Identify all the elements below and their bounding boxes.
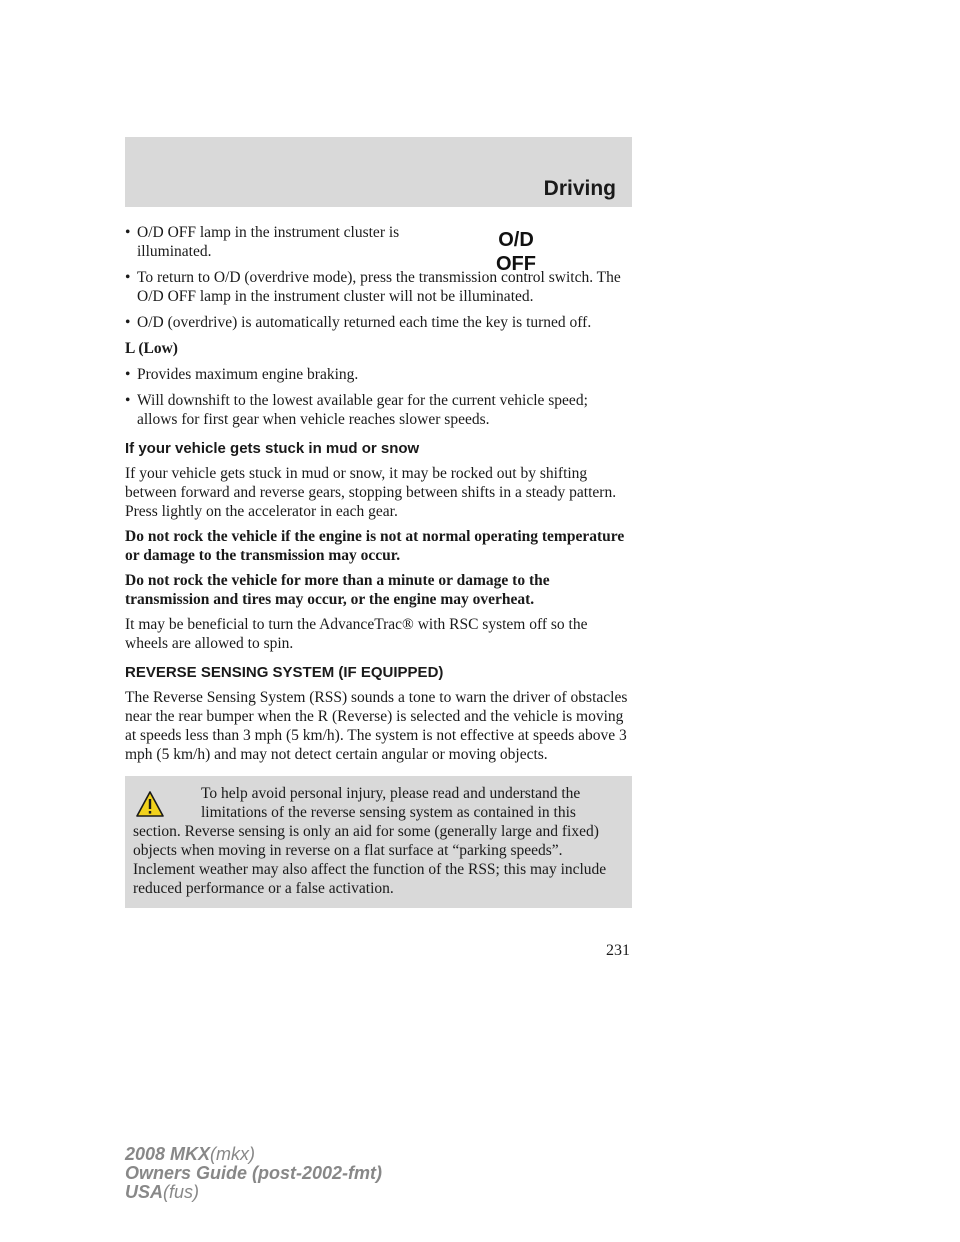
list-item: • Will downshift to the lowest available gear for the current vehicle speed; allows for first gear when vehicle reaches slower speeds. (125, 391, 632, 429)
stuck-caution-1: Do not rock the vehicle if the engine is not at normal operating temperature or damage to the transmission may occur. (125, 528, 625, 564)
header-band (125, 137, 632, 207)
section-title: Driving (543, 177, 616, 200)
od-icon-line1: O/D (498, 229, 534, 251)
page-number: 231 (606, 942, 630, 959)
footer-guide: Owners Guide (post-2002-fmt) (125, 1163, 383, 1183)
od-icon-line2: OFF (496, 253, 536, 275)
footer-line1 (125, 1145, 382, 1164)
warning-text-rest: section. Reverse sensing is only an aid for some (generally large and fixed) objects when moving in reverse on a flat surface at “parking speeds”. Inclement weather may also affect the function of the RSS; this may include reduced performance or a false activation. (133, 823, 607, 897)
list-item: • Provides maximum engine braking. (125, 365, 632, 384)
stuck-caution-2: Do not rock the vehicle for more than a minute or damage to the transmission and tires may occur, or the engine may overheat. (125, 572, 550, 608)
advancetrac-paragraph: It may be beneficial to turn the AdvanceTrac® with RSC system off so the wheels are allowed to spin. (125, 616, 588, 652)
list-item: • O/D (overdrive) is automatically returned each time the key is turned off. (125, 313, 632, 332)
warning-triangle-icon (135, 790, 165, 818)
rss-heading: REVERSE SENSING SYSTEM (IF EQUIPPED) (125, 664, 444, 681)
page-content (125, 223, 632, 908)
footer (125, 1145, 382, 1202)
footer-model-code: (mkx) (210, 1144, 256, 1164)
footer-market-code: (fus) (163, 1182, 200, 1202)
stuck-heading: If your vehicle gets stuck in mud or snow (125, 440, 420, 457)
list-item: • To return to O/D (overdrive mode), press the transmission control switch. The O/D OFF lamp in the instrument cluster will not be illuminated. (125, 268, 632, 306)
warning-box (125, 776, 632, 908)
list-item: • O/D OFF lamp in the instrument cluster is illuminated. (125, 223, 407, 261)
rss-paragraph: The Reverse Sensing System (RSS) sounds a tone to warn the driver of obstacles near the rear bumper when the R (Reverse) is selected and the vehicle is moving at speeds less than 3 mph (5 km/h). The system is not effective at speeds above 3 mph (5 km/h) and may not detect certain angular or moving objects. (125, 689, 628, 763)
footer-line3 (125, 1183, 382, 1202)
stuck-paragraph: If your vehicle gets stuck in mud or snow, it may be rocked out by shifting between forward and reverse gears, stopping between shifts in a steady pattern. Press lightly on the accelerator in each gear. (125, 465, 617, 520)
warning-text-first: To help avoid personal injury, please read and understand the limitations of the reverse sensing system as contained in this (201, 785, 581, 821)
footer-model: 2008 MKX (125, 1144, 211, 1164)
footer-market: USA (125, 1182, 164, 1202)
low-heading: L (Low) (125, 340, 178, 357)
